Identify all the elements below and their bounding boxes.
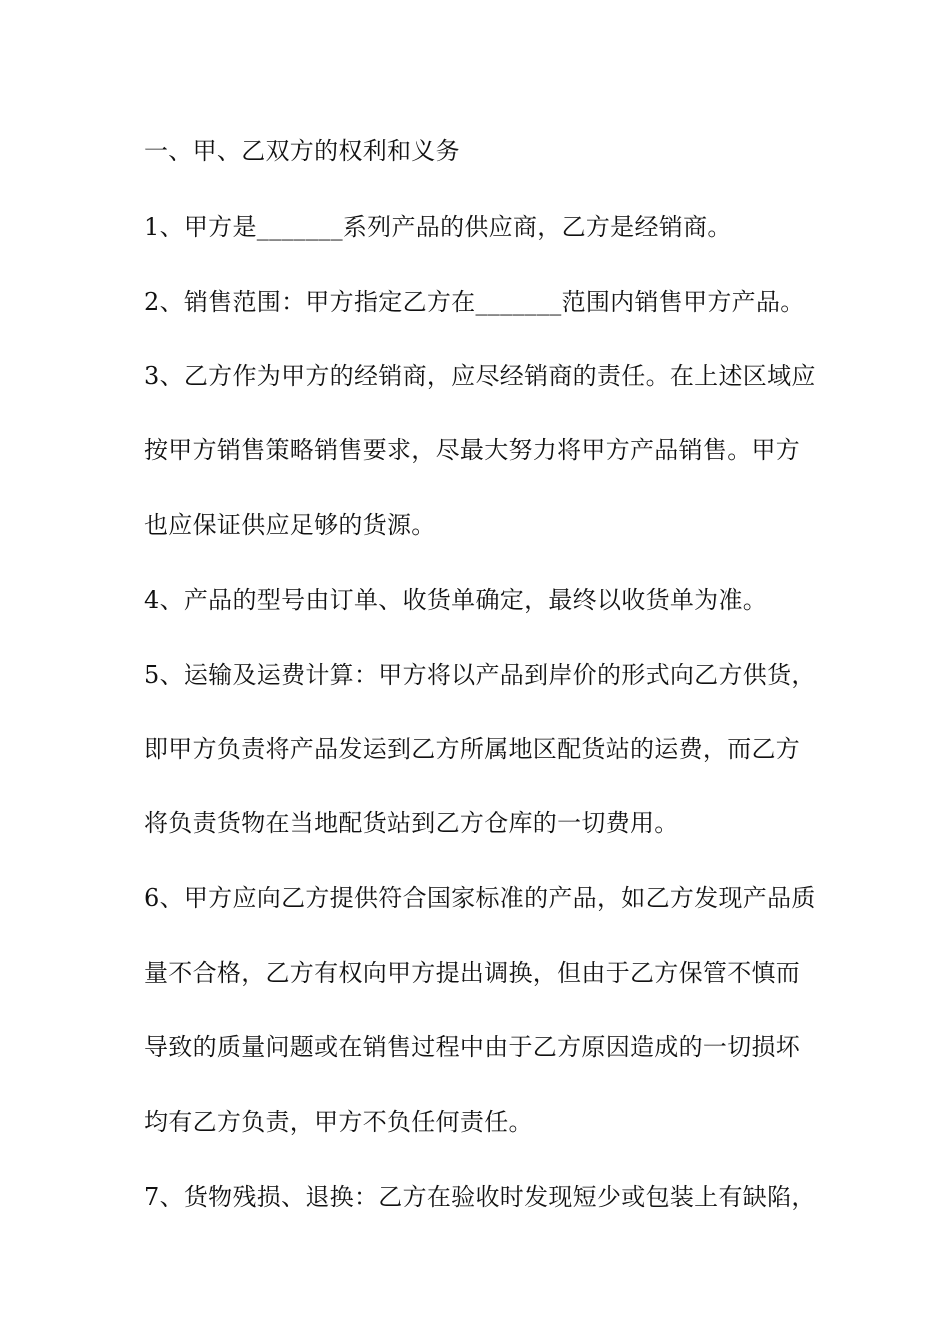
clause-6-line-4: 均有乙方负责，甲方不负任何责任。	[144, 1108, 533, 1136]
clause-6-line-2: 量不合格，乙方有权向甲方提出调换，但由于乙方保管不慎而	[144, 959, 801, 987]
clause-6-line-3: 导致的质量问题或在销售过程中由于乙方原因造成的一切损坏	[144, 1033, 801, 1061]
clause-4-line-1: 4、产品的型号由订单、收货单确定，最终以收货单为准。	[144, 586, 768, 614]
clause-3-line-3: 也应保证供应足够的货源。	[144, 511, 436, 539]
clause-2-line-1: 2、销售范围：甲方指定乙方在_______范围内销售甲方产品。	[144, 288, 805, 316]
clause-3-line-2: 按甲方销售策略销售要求，尽最大努力将甲方产品销售。甲方	[144, 436, 801, 464]
section-heading: 一、甲、乙双方的权利和义务	[144, 137, 460, 165]
clause-3-line-1: 3、乙方作为甲方的经销商，应尽经销商的责任。在上述区域应	[144, 362, 816, 390]
clause-5-line-3: 将负责货物在当地配货站到乙方仓库的一切费用。	[144, 809, 679, 837]
clause-6-line-1: 6、甲方应向乙方提供符合国家标准的产品，如乙方发现产品质	[144, 884, 816, 912]
clause-5-line-2: 即甲方负责将产品发运到乙方所属地区配货站的运费，而乙方	[144, 735, 801, 763]
clause-5-line-1: 5、运输及运费计算：甲方将以产品到岸价的形式向乙方供货，	[144, 661, 816, 689]
clause-7-line-1: 7、货物残损、退换：乙方在验收时发现短少或包装上有缺陷，	[144, 1183, 816, 1211]
clause-1-line-1: 1、甲方是_______系列产品的供应商，乙方是经销商。	[144, 213, 732, 241]
